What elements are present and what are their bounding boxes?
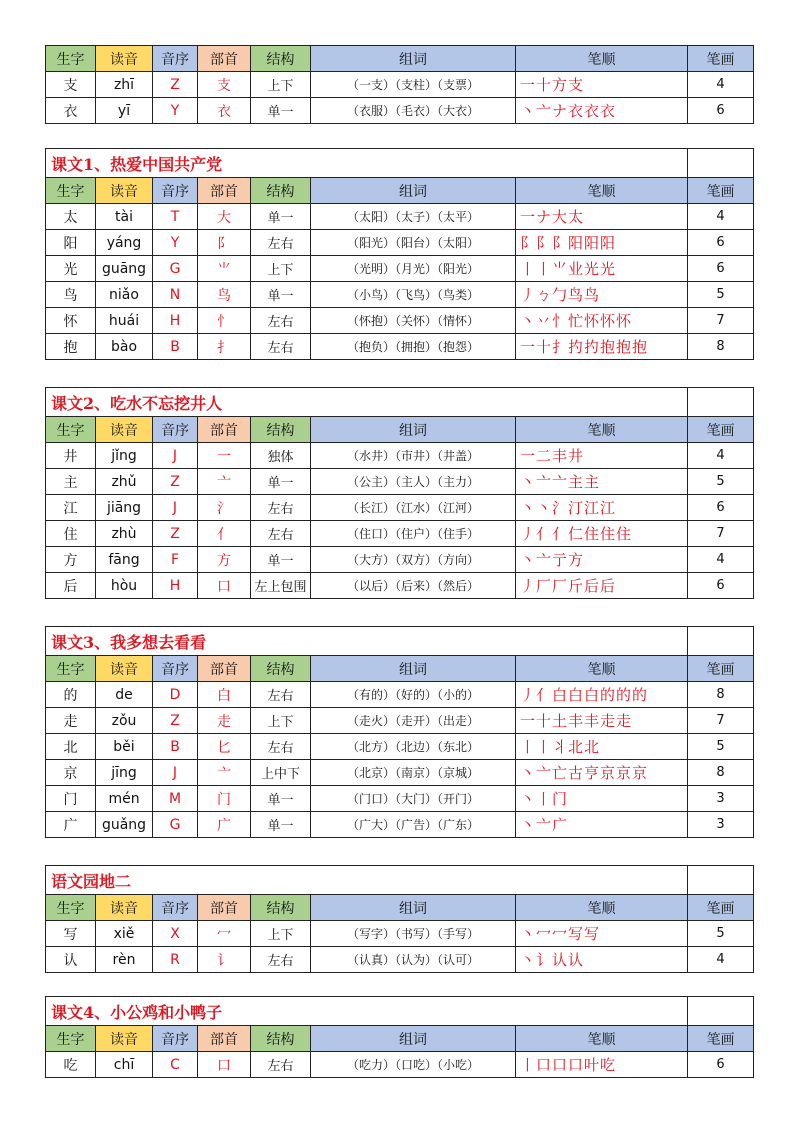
section-title-row bbox=[46, 866, 754, 895]
header-pinyin: 读音 bbox=[96, 46, 153, 72]
cell-pinyin: jiāng bbox=[96, 495, 153, 521]
cell-strokes: 丶亠ナ衣衣衣 bbox=[516, 98, 688, 124]
cell-char: 太 bbox=[46, 204, 96, 230]
header-radical: 部首 bbox=[198, 656, 251, 682]
cell-pinyin: chī bbox=[96, 1052, 153, 1078]
header-words: 组词 bbox=[311, 46, 516, 72]
header-pinyin: 读音 bbox=[96, 417, 153, 443]
table-row bbox=[46, 947, 754, 973]
table-row bbox=[46, 708, 754, 734]
cell-strokes: 一ナ大太 bbox=[516, 204, 688, 230]
table-row bbox=[46, 760, 754, 786]
cell-structure: 左右 bbox=[251, 495, 311, 521]
table-row bbox=[46, 521, 754, 547]
cell-pinyin: guāng bbox=[96, 256, 153, 282]
cell-structure: 单一 bbox=[251, 204, 311, 230]
cell-structure: 左右 bbox=[251, 230, 311, 256]
table-row bbox=[46, 469, 754, 495]
cell-radical: 匕 bbox=[198, 734, 251, 760]
cell-pinyin: zǒu bbox=[96, 708, 153, 734]
cell-pinyin: huái bbox=[96, 308, 153, 334]
cell-strokes: 丿亻亻仁住住住 bbox=[516, 521, 688, 547]
table-row bbox=[46, 682, 754, 708]
cell-structure: 上下 bbox=[251, 708, 311, 734]
cell-words: （广大）（广告）（广东） bbox=[311, 812, 516, 838]
cell-initial: X bbox=[153, 921, 198, 947]
table-row bbox=[46, 308, 754, 334]
cell-structure: 左右 bbox=[251, 947, 311, 973]
cell-initial: Z bbox=[153, 469, 198, 495]
cell-strokes: 一十土丰丰走走 bbox=[516, 708, 688, 734]
cell-char: 广 bbox=[46, 812, 96, 838]
cell-radical: 阝 bbox=[198, 230, 251, 256]
cell-radical: 讠 bbox=[198, 947, 251, 973]
table-row bbox=[46, 573, 754, 599]
cell-initial: T bbox=[153, 204, 198, 230]
cell-radical: 亠 bbox=[198, 469, 251, 495]
character-table bbox=[45, 865, 754, 973]
cell-initial: N bbox=[153, 282, 198, 308]
cell-radical: 一 bbox=[198, 443, 251, 469]
cell-radical: 白 bbox=[198, 682, 251, 708]
cell-strokes: 一十方支 bbox=[516, 72, 688, 98]
cell-radical: 扌 bbox=[198, 334, 251, 360]
section-block bbox=[45, 626, 753, 838]
cell-char: 江 bbox=[46, 495, 96, 521]
header-radical: 部首 bbox=[198, 417, 251, 443]
cell-pinyin: fāng bbox=[96, 547, 153, 573]
cell-count: 4 bbox=[688, 947, 754, 973]
header-count: 笔画 bbox=[688, 178, 754, 204]
header-row bbox=[46, 895, 754, 921]
section-block bbox=[45, 45, 753, 124]
cell-char: 认 bbox=[46, 947, 96, 973]
cell-pinyin: de bbox=[96, 682, 153, 708]
cell-radical: 冖 bbox=[198, 921, 251, 947]
table-row bbox=[46, 282, 754, 308]
cell-structure: 上下 bbox=[251, 72, 311, 98]
header-pinyin: 读音 bbox=[96, 178, 153, 204]
cell-strokes: 丿亻白白白的的的 bbox=[516, 682, 688, 708]
cell-initial: Y bbox=[153, 230, 198, 256]
cell-radical: 方 bbox=[198, 547, 251, 573]
cell-strokes: 丶亠广 bbox=[516, 812, 688, 838]
cell-count: 8 bbox=[688, 760, 754, 786]
section-title-row bbox=[46, 149, 754, 178]
header-initial: 音序 bbox=[153, 178, 198, 204]
cell-pinyin: niǎo bbox=[96, 282, 153, 308]
cell-radical: 口 bbox=[198, 1052, 251, 1078]
cell-structure: 上下 bbox=[251, 256, 311, 282]
cell-count: 6 bbox=[688, 573, 754, 599]
header-strokes: 笔顺 bbox=[516, 1026, 688, 1052]
section-title: 课文4、小公鸡和小鸭子 bbox=[46, 997, 688, 1026]
cell-initial: Z bbox=[153, 521, 198, 547]
cell-strokes: 一二丰井 bbox=[516, 443, 688, 469]
cell-structure: 单一 bbox=[251, 282, 311, 308]
cell-pinyin: hòu bbox=[96, 573, 153, 599]
cell-count: 8 bbox=[688, 682, 754, 708]
header-structure: 结构 bbox=[251, 417, 311, 443]
section-title-blank bbox=[688, 627, 754, 656]
cell-pinyin: tài bbox=[96, 204, 153, 230]
cell-count: 5 bbox=[688, 469, 754, 495]
cell-radical: 忄 bbox=[198, 308, 251, 334]
header-char: 生字 bbox=[46, 895, 96, 921]
header-strokes: 笔顺 bbox=[516, 417, 688, 443]
header-row bbox=[46, 417, 754, 443]
cell-strokes: 丨丨丬北北 bbox=[516, 734, 688, 760]
cell-initial: C bbox=[153, 1052, 198, 1078]
cell-structure: 左右 bbox=[251, 734, 311, 760]
cell-count: 4 bbox=[688, 204, 754, 230]
cell-count: 5 bbox=[688, 921, 754, 947]
cell-count: 6 bbox=[688, 256, 754, 282]
cell-count: 6 bbox=[688, 495, 754, 521]
section-title-row bbox=[46, 388, 754, 417]
cell-words: （大方）（双方）（方向） bbox=[311, 547, 516, 573]
table-row bbox=[46, 334, 754, 360]
cell-char: 怀 bbox=[46, 308, 96, 334]
header-pinyin: 读音 bbox=[96, 656, 153, 682]
cell-structure: 单一 bbox=[251, 469, 311, 495]
cell-initial: Z bbox=[153, 72, 198, 98]
cell-initial: B bbox=[153, 334, 198, 360]
cell-char: 写 bbox=[46, 921, 96, 947]
cell-words: （光明）（月光）（阳光） bbox=[311, 256, 516, 282]
cell-char: 鸟 bbox=[46, 282, 96, 308]
cell-char: 的 bbox=[46, 682, 96, 708]
cell-strokes: 丿ㄅ勹鸟鸟 bbox=[516, 282, 688, 308]
header-char: 生字 bbox=[46, 46, 96, 72]
cell-radical: 鸟 bbox=[198, 282, 251, 308]
cell-radical: 广 bbox=[198, 812, 251, 838]
header-row bbox=[46, 178, 754, 204]
cell-structure: 上中下 bbox=[251, 760, 311, 786]
table-row bbox=[46, 72, 754, 98]
table-row bbox=[46, 786, 754, 812]
table-row bbox=[46, 443, 754, 469]
section-title: 课文2、吃水不忘挖井人 bbox=[46, 388, 688, 417]
cell-char: 衣 bbox=[46, 98, 96, 124]
table-row bbox=[46, 495, 754, 521]
cell-radical: 衣 bbox=[198, 98, 251, 124]
section-title-blank bbox=[688, 866, 754, 895]
header-words: 组词 bbox=[311, 417, 516, 443]
cell-char: 光 bbox=[46, 256, 96, 282]
header-words: 组词 bbox=[311, 178, 516, 204]
cell-words: （北京）（南京）（京城） bbox=[311, 760, 516, 786]
header-structure: 结构 bbox=[251, 656, 311, 682]
character-table bbox=[45, 45, 754, 124]
cell-structure: 单一 bbox=[251, 812, 311, 838]
section-title-row bbox=[46, 997, 754, 1026]
cell-initial: J bbox=[153, 443, 198, 469]
cell-strokes: 一十扌扚扚抱抱抱 bbox=[516, 334, 688, 360]
cell-pinyin: jǐng bbox=[96, 443, 153, 469]
cell-radical: 大 bbox=[198, 204, 251, 230]
cell-count: 4 bbox=[688, 443, 754, 469]
cell-radical: 门 bbox=[198, 786, 251, 812]
cell-structure: 左右 bbox=[251, 308, 311, 334]
header-count: 笔画 bbox=[688, 417, 754, 443]
cell-char: 吃 bbox=[46, 1052, 96, 1078]
character-table bbox=[45, 996, 754, 1078]
header-structure: 结构 bbox=[251, 1026, 311, 1052]
header-char: 生字 bbox=[46, 178, 96, 204]
cell-char: 后 bbox=[46, 573, 96, 599]
cell-pinyin: guǎng bbox=[96, 812, 153, 838]
cell-strokes: 阝阝阝阳阳阳 bbox=[516, 230, 688, 256]
cell-strokes: 丨丨⺌业光光 bbox=[516, 256, 688, 282]
cell-char: 抱 bbox=[46, 334, 96, 360]
header-strokes: 笔顺 bbox=[516, 895, 688, 921]
section-title: 课文1、热爱中国共产党 bbox=[46, 149, 688, 178]
cell-pinyin: jīng bbox=[96, 760, 153, 786]
table-row bbox=[46, 256, 754, 282]
header-radical: 部首 bbox=[198, 178, 251, 204]
header-strokes: 笔顺 bbox=[516, 656, 688, 682]
header-radical: 部首 bbox=[198, 895, 251, 921]
cell-strokes: 丶冖冖写写 bbox=[516, 921, 688, 947]
table-row bbox=[46, 204, 754, 230]
header-radical: 部首 bbox=[198, 46, 251, 72]
cell-char: 主 bbox=[46, 469, 96, 495]
cell-radical: 氵 bbox=[198, 495, 251, 521]
cell-initial: H bbox=[153, 308, 198, 334]
cell-radical: 亠 bbox=[198, 760, 251, 786]
header-initial: 音序 bbox=[153, 46, 198, 72]
cell-words: （住口）（住户）（住手） bbox=[311, 521, 516, 547]
cell-structure: 左右 bbox=[251, 682, 311, 708]
cell-char: 北 bbox=[46, 734, 96, 760]
cell-count: 4 bbox=[688, 72, 754, 98]
cell-structure: 上下 bbox=[251, 921, 311, 947]
cell-initial: G bbox=[153, 812, 198, 838]
section-title-blank bbox=[688, 149, 754, 178]
header-radical: 部首 bbox=[198, 1026, 251, 1052]
cell-words: （以后）（后来）（然后） bbox=[311, 573, 516, 599]
header-words: 组词 bbox=[311, 656, 516, 682]
cell-words: （太阳）（太子）（太平） bbox=[311, 204, 516, 230]
cell-structure: 左右 bbox=[251, 334, 311, 360]
section-block bbox=[45, 865, 753, 973]
cell-initial: B bbox=[153, 734, 198, 760]
cell-words: （有的）（好的）（小的） bbox=[311, 682, 516, 708]
cell-words: （抱负）（拥抱）（抱怨） bbox=[311, 334, 516, 360]
cell-count: 3 bbox=[688, 812, 754, 838]
cell-words: （门口）（大门）（开门） bbox=[311, 786, 516, 812]
cell-words: （阳光）（阳台）（太阳） bbox=[311, 230, 516, 256]
cell-strokes: 丶亠亠主主 bbox=[516, 469, 688, 495]
cell-structure: 单一 bbox=[251, 547, 311, 573]
cell-count: 7 bbox=[688, 521, 754, 547]
cell-count: 7 bbox=[688, 708, 754, 734]
cell-pinyin: mén bbox=[96, 786, 153, 812]
character-table bbox=[45, 626, 754, 838]
cell-strokes: 丶丨门 bbox=[516, 786, 688, 812]
cell-structure: 左上包围 bbox=[251, 573, 311, 599]
cell-strokes: 丿厂厂斤后后 bbox=[516, 573, 688, 599]
cell-strokes: 丶亠亍方 bbox=[516, 547, 688, 573]
cell-count: 4 bbox=[688, 547, 754, 573]
header-row bbox=[46, 46, 754, 72]
cell-words: （认真）（认为）（认可） bbox=[311, 947, 516, 973]
cell-initial: D bbox=[153, 682, 198, 708]
header-words: 组词 bbox=[311, 1026, 516, 1052]
section-block bbox=[45, 996, 753, 1078]
cell-count: 6 bbox=[688, 1052, 754, 1078]
cell-pinyin: zhī bbox=[96, 72, 153, 98]
cell-radical: 支 bbox=[198, 72, 251, 98]
cell-strokes: 丶亠亡古亨京京京 bbox=[516, 760, 688, 786]
header-structure: 结构 bbox=[251, 178, 311, 204]
table-row bbox=[46, 230, 754, 256]
cell-initial: F bbox=[153, 547, 198, 573]
section-title-row bbox=[46, 627, 754, 656]
character-table bbox=[45, 387, 754, 599]
section-title: 课文3、我多想去看看 bbox=[46, 627, 688, 656]
cell-initial: G bbox=[153, 256, 198, 282]
section-title-blank bbox=[688, 997, 754, 1026]
table-row bbox=[46, 547, 754, 573]
cell-strokes: 丶丶氵汀江江 bbox=[516, 495, 688, 521]
section-title: 语文园地二 bbox=[46, 866, 688, 895]
header-char: 生字 bbox=[46, 417, 96, 443]
cell-char: 京 bbox=[46, 760, 96, 786]
cell-count: 8 bbox=[688, 334, 754, 360]
header-initial: 音序 bbox=[153, 1026, 198, 1052]
header-strokes: 笔顺 bbox=[516, 46, 688, 72]
cell-pinyin: běi bbox=[96, 734, 153, 760]
cell-initial: Z bbox=[153, 708, 198, 734]
cell-strokes: 丨口口口叶吃 bbox=[516, 1052, 688, 1078]
cell-initial: H bbox=[153, 573, 198, 599]
cell-radical: 口 bbox=[198, 573, 251, 599]
cell-initial: Y bbox=[153, 98, 198, 124]
cell-structure: 单一 bbox=[251, 786, 311, 812]
cell-initial: M bbox=[153, 786, 198, 812]
cell-pinyin: xiě bbox=[96, 921, 153, 947]
table-row bbox=[46, 734, 754, 760]
cell-initial: R bbox=[153, 947, 198, 973]
header-char: 生字 bbox=[46, 656, 96, 682]
cell-structure: 单一 bbox=[251, 98, 311, 124]
cell-count: 3 bbox=[688, 786, 754, 812]
header-initial: 音序 bbox=[153, 417, 198, 443]
cell-char: 支 bbox=[46, 72, 96, 98]
cell-strokes: 丶丷忄忙怀怀怀 bbox=[516, 308, 688, 334]
character-table bbox=[45, 148, 754, 360]
header-pinyin: 读音 bbox=[96, 1026, 153, 1052]
header-char: 生字 bbox=[46, 1026, 96, 1052]
cell-radical: 走 bbox=[198, 708, 251, 734]
cell-words: （吃力）（口吃）（小吃） bbox=[311, 1052, 516, 1078]
cell-char: 方 bbox=[46, 547, 96, 573]
cell-pinyin: zhù bbox=[96, 521, 153, 547]
header-count: 笔画 bbox=[688, 656, 754, 682]
cell-pinyin: zhǔ bbox=[96, 469, 153, 495]
cell-char: 阳 bbox=[46, 230, 96, 256]
table-row bbox=[46, 98, 754, 124]
header-structure: 结构 bbox=[251, 46, 311, 72]
cell-words: （衣服）（毛衣）（大衣） bbox=[311, 98, 516, 124]
header-initial: 音序 bbox=[153, 656, 198, 682]
header-count: 笔画 bbox=[688, 46, 754, 72]
cell-count: 5 bbox=[688, 734, 754, 760]
cell-count: 6 bbox=[688, 230, 754, 256]
cell-count: 6 bbox=[688, 98, 754, 124]
cell-structure: 左右 bbox=[251, 521, 311, 547]
cell-count: 7 bbox=[688, 308, 754, 334]
header-row bbox=[46, 1026, 754, 1052]
cell-words: （写字）（书写）（手写） bbox=[311, 921, 516, 947]
cell-words: （公主）（主人）（主力） bbox=[311, 469, 516, 495]
cell-pinyin: yáng bbox=[96, 230, 153, 256]
cell-char: 门 bbox=[46, 786, 96, 812]
cell-initial: J bbox=[153, 495, 198, 521]
table-row bbox=[46, 812, 754, 838]
cell-words: （走火）（走开）（出走） bbox=[311, 708, 516, 734]
section-block bbox=[45, 387, 753, 599]
header-structure: 结构 bbox=[251, 895, 311, 921]
header-count: 笔画 bbox=[688, 895, 754, 921]
table-row bbox=[46, 1052, 754, 1078]
cell-words: （怀抱）（关怀）（情怀） bbox=[311, 308, 516, 334]
cell-char: 走 bbox=[46, 708, 96, 734]
header-row bbox=[46, 656, 754, 682]
cell-radical: 亻 bbox=[198, 521, 251, 547]
cell-pinyin: rèn bbox=[96, 947, 153, 973]
table-row bbox=[46, 921, 754, 947]
cell-words: （长江）（江水）（江河） bbox=[311, 495, 516, 521]
cell-words: （小鸟）（飞鸟）（鸟类） bbox=[311, 282, 516, 308]
cell-initial: J bbox=[153, 760, 198, 786]
cell-words: （一支）（支柱）（支票） bbox=[311, 72, 516, 98]
section-block bbox=[45, 148, 753, 360]
cell-strokes: 丶讠认认 bbox=[516, 947, 688, 973]
cell-pinyin: bào bbox=[96, 334, 153, 360]
cell-words: （水井）（市井）（井盖） bbox=[311, 443, 516, 469]
header-count: 笔画 bbox=[688, 1026, 754, 1052]
cell-char: 住 bbox=[46, 521, 96, 547]
cell-char: 井 bbox=[46, 443, 96, 469]
header-strokes: 笔顺 bbox=[516, 178, 688, 204]
cell-count: 5 bbox=[688, 282, 754, 308]
header-pinyin: 读音 bbox=[96, 895, 153, 921]
section-title-blank bbox=[688, 388, 754, 417]
header-words: 组词 bbox=[311, 895, 516, 921]
cell-words: （北方）（北边）（东北） bbox=[311, 734, 516, 760]
cell-structure: 独体 bbox=[251, 443, 311, 469]
cell-structure: 左右 bbox=[251, 1052, 311, 1078]
header-initial: 音序 bbox=[153, 895, 198, 921]
cell-radical: ⺌ bbox=[198, 256, 251, 282]
cell-pinyin: yī bbox=[96, 98, 153, 124]
